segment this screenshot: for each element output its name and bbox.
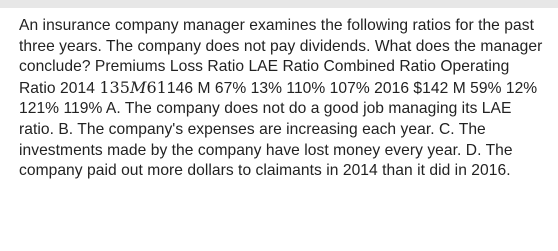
math-digits-2: 61: [146, 77, 167, 97]
top-divider: [0, 0, 558, 8]
question-text: [19, 16, 547, 182]
math-letter: M: [130, 77, 147, 97]
question-text-part-1: An insurance company manager examines the following ratios for the past three years. The company does not pay dividends. What does the manager conclude? Premiums Loss Ratio LAE Ratio Combined Ratio Operating Ratio 2014: [19, 17, 543, 97]
math-digits-1: 135: [99, 77, 131, 97]
question-text-part-2: 146 M 67% 13% 110% 107% 2016 $142 M 59% 12% 121% 119% A. The company does not do a good job managing its LAE ratio. B. The company's expenses are increasing each year. C. The investments made by the company have lost money every year. D. The company paid out more dollars to claimants in 2014 than it did in 2016.: [19, 79, 538, 180]
rendered-math-fragment: [99, 78, 167, 97]
